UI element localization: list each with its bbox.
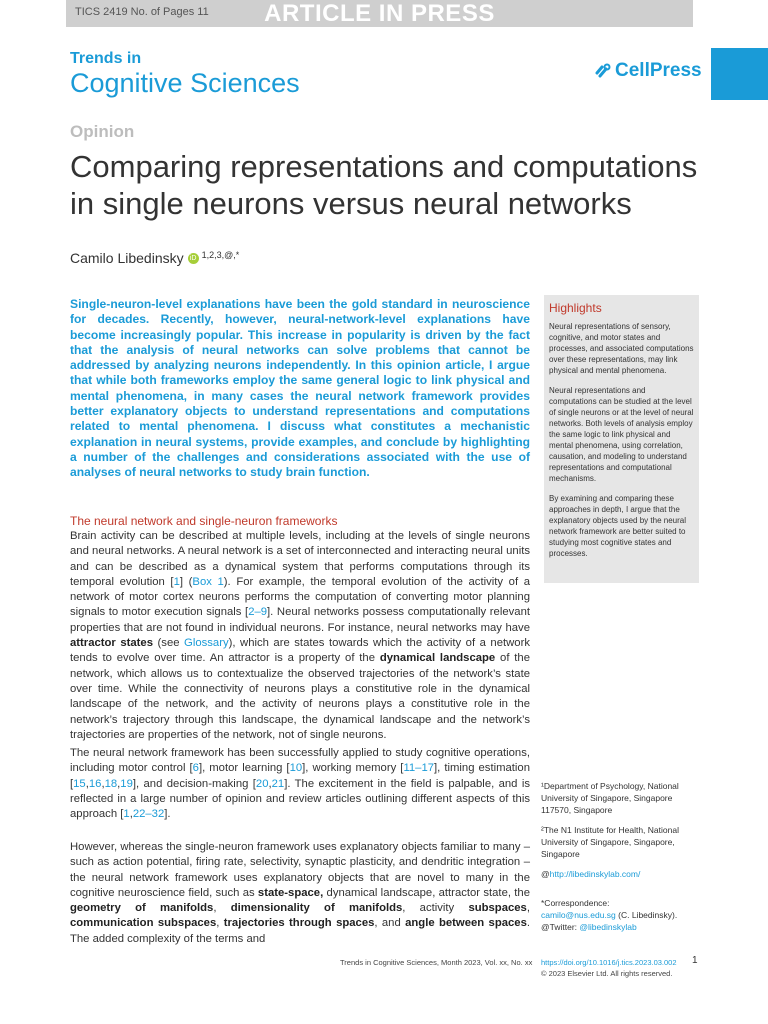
author-name[interactable]: Camilo Libedinsky	[70, 250, 184, 266]
ref-link[interactable]: 6	[192, 762, 199, 775]
section-heading: The neural network and single-neuron frameworks	[70, 514, 338, 528]
text: The neural network framework has been successfully applied to study cognitive operations, including motor control [	[70, 747, 530, 775]
box-link[interactable]: Box 1	[192, 575, 224, 588]
text: dynamical landscape, attractor state, the	[323, 886, 530, 899]
ref-link[interactable]: 15	[73, 777, 86, 790]
text: ], motor learning [	[198, 762, 290, 775]
journal-name-small: Trends in	[70, 50, 142, 67]
glossary-link[interactable]: Glossary	[184, 637, 229, 650]
text: @	[541, 869, 550, 879]
publisher-logo[interactable]	[594, 60, 702, 82]
text: ]. The excitement in the field is palpable, and is reflected in a large number of opinion and review articles outlining different aspects of this approach [	[70, 777, 531, 821]
affiliation-1: ¹Department of Psychology, National University of Singapore, Singapore 117570, Singapore	[541, 781, 679, 815]
affiliations	[541, 780, 701, 888]
text: However, whereas the single-neuron framework uses explanatory objects familiar to many – such as action potential, firing rate, selectivity, synaptic plasticity, and dendritic integration – the neural network framework uses explanatory objects that are novel to many in the cognitive neuroscience field, such as	[70, 841, 530, 899]
ref-link[interactable]: 20	[255, 777, 269, 790]
manuscript-info: TICS 2419 No. of Pages 11	[75, 6, 209, 18]
text: ]. Neural networks possess computationally relevant properties that are not found in individual neurons. For instance, neural networks may have	[70, 606, 530, 634]
text: . The added complexity of the terms and	[70, 917, 530, 945]
article-in-press-banner: ARTICLE IN PRESS	[264, 0, 495, 27]
text: ,	[268, 777, 272, 790]
glossary-term[interactable]: trajectories through spaces	[223, 917, 375, 930]
highlights-title: Highlights	[549, 301, 602, 315]
highlights-box	[544, 295, 699, 583]
ref-link[interactable]: 18	[104, 777, 118, 790]
ref-link[interactable]: 2–9	[248, 606, 268, 619]
author-line	[70, 250, 239, 266]
correspondence-label: *Correspondence:	[541, 898, 610, 908]
glossary-term[interactable]: communication subspaces	[70, 917, 217, 930]
ref-link[interactable]: 10	[289, 762, 303, 775]
highlight-item: Neural representations and computations can be studied at the level of single neurons or at the level of neural networks. Both levels of analysis employ the same logic to link physical and mental phenomena, using correlation, causation, and modeling to understand representations and computational mechanisms.	[549, 386, 694, 483]
correspondence	[541, 897, 706, 933]
journal-name: Cognitive Sciences	[70, 68, 300, 98]
glossary-term[interactable]: geometry of manifolds	[70, 902, 214, 915]
glossary-term[interactable]: subspaces	[468, 902, 527, 915]
glossary-term[interactable]: attractor states	[70, 637, 154, 650]
text: of the network, which allows us to contextualize the observed trajectories of the network’s state over time. While the connectivity of neurons plays a constitutive role in the dynamical landscape of the network, and the activity of neurons plays a constitutive role in the network’s trajectory through this landscape, the dynamical landscape and the network’s trajectories are properties of the network, not of single neurons.	[70, 652, 530, 741]
glossary-term[interactable]: state-space,	[257, 886, 324, 899]
twitter-line	[541, 921, 706, 933]
affiliation-2: ²The N1 Institute for Health, National University of Singapore, Singapore, Singapore	[541, 825, 679, 859]
text: ], and decision-making [	[132, 777, 256, 790]
cellpress-link-icon	[594, 63, 612, 79]
text: ], timing estimation [	[70, 762, 531, 790]
top-banner	[66, 0, 693, 27]
doi-link[interactable]: https://doi.org/10.1016/j.tics.2023.03.002	[541, 958, 677, 967]
page-number: 1	[692, 955, 698, 966]
publisher-name: CellPress	[615, 60, 702, 81]
text: ). For example, the temporal evolution of the activity of a network of motor cortex neurons performs the computation of converting motor planning signals to motor execution signals [	[70, 575, 530, 619]
ref-link[interactable]: 1	[123, 808, 130, 821]
article-title: Comparing representations and computations in single neurons versus neural networks	[70, 149, 698, 221]
body-paragraph-1	[70, 529, 530, 743]
ref-link[interactable]: 11–17	[403, 762, 435, 775]
footer-journal: Trends in Cognitive Sciences, Month 2023, Vol. xx, No. xx	[340, 958, 533, 967]
author-superscripts: 1,2,3,@,*	[201, 250, 240, 260]
body-paragraph-3	[70, 840, 530, 947]
text: ,	[117, 777, 121, 790]
abstract: Single-neuron-level explanations have been the gold standard in neuroscience for decades. Recently, however, neural-network-level explanations have become increasingly popular. This increase in popularity is driven by the fact that the analysis of neural networks can solve problems that cannot be addressed by analyzing neurons independently. In this opinion article, I argue that while both frameworks employ the same general logic to link physical and mental phenomena, in many cases the neural network framework provides better explanatory objects to understand representations and computations related to mental phenomena. I discuss what constitutes a mechanistic explanation in neural systems, provide examples, and conclude by highlighting a number of the challenges and considerations associated with the use of analyses of neural networks to study brain function.	[70, 297, 530, 480]
article-type: Opinion	[70, 122, 135, 141]
correspondence-email-line	[541, 909, 706, 921]
glossary-term[interactable]: dimensionality of manifolds	[230, 902, 403, 915]
text: ].	[164, 808, 171, 821]
ref-link[interactable]: 16	[88, 777, 102, 790]
copyright: © 2023 Elsevier Ltd. All rights reserved.	[541, 969, 673, 978]
text: Brain activity can be described at multiple levels, including at the levels of single neurons and neural networks. A neural network is a set of interconnected and interacting neural units and can be described as a dynamical system that performs computations through its temporal evolution [	[70, 530, 530, 588]
highlight-item: By examining and comparing these approaches in depth, I argue that the explanatory objects used by the neural network framework are better suited to studying most cognitive states and processes.	[549, 494, 686, 558]
lab-website-link[interactable]: http://libedinskylab.com/	[549, 869, 641, 879]
twitter-link[interactable]: @libedinskylab	[579, 922, 637, 932]
text: ,	[129, 808, 133, 821]
text: ,	[526, 902, 530, 915]
text: ], working memory [	[302, 762, 404, 775]
text: (C. Libedinsky).	[615, 910, 678, 920]
text: , and	[374, 917, 406, 930]
text: , activity	[402, 902, 469, 915]
blue-tab	[711, 48, 768, 100]
body-paragraph-2	[70, 746, 530, 822]
text: ,	[85, 777, 89, 790]
glossary-term[interactable]: dynamical landscape	[379, 652, 496, 665]
highlight-item: Neural representations of sensory, cognitive, and motor states and processes, and associated computations over these representations, may link physical and mental phenomena.	[549, 322, 694, 375]
text: ), which are states towards which the activity of a network tends to evolve over time. An attractor is a property of the	[70, 637, 530, 665]
text: ] (	[179, 575, 193, 588]
text: ,	[216, 917, 224, 930]
glossary-term[interactable]: angle between spaces	[405, 917, 527, 930]
text: ,	[213, 902, 231, 915]
text: @Twitter:	[541, 922, 580, 932]
text: (see	[153, 637, 185, 650]
orcid-icon[interactable]: iD	[188, 253, 199, 264]
ref-link[interactable]: 19	[120, 777, 133, 790]
ref-link[interactable]: 22–32	[132, 808, 165, 821]
text: ,	[101, 777, 105, 790]
email-link[interactable]: camilo@nus.edu.sg	[541, 910, 616, 920]
ref-link[interactable]: 1	[173, 575, 180, 588]
affiliation-3	[541, 868, 701, 880]
ref-link[interactable]: 21	[271, 777, 285, 790]
